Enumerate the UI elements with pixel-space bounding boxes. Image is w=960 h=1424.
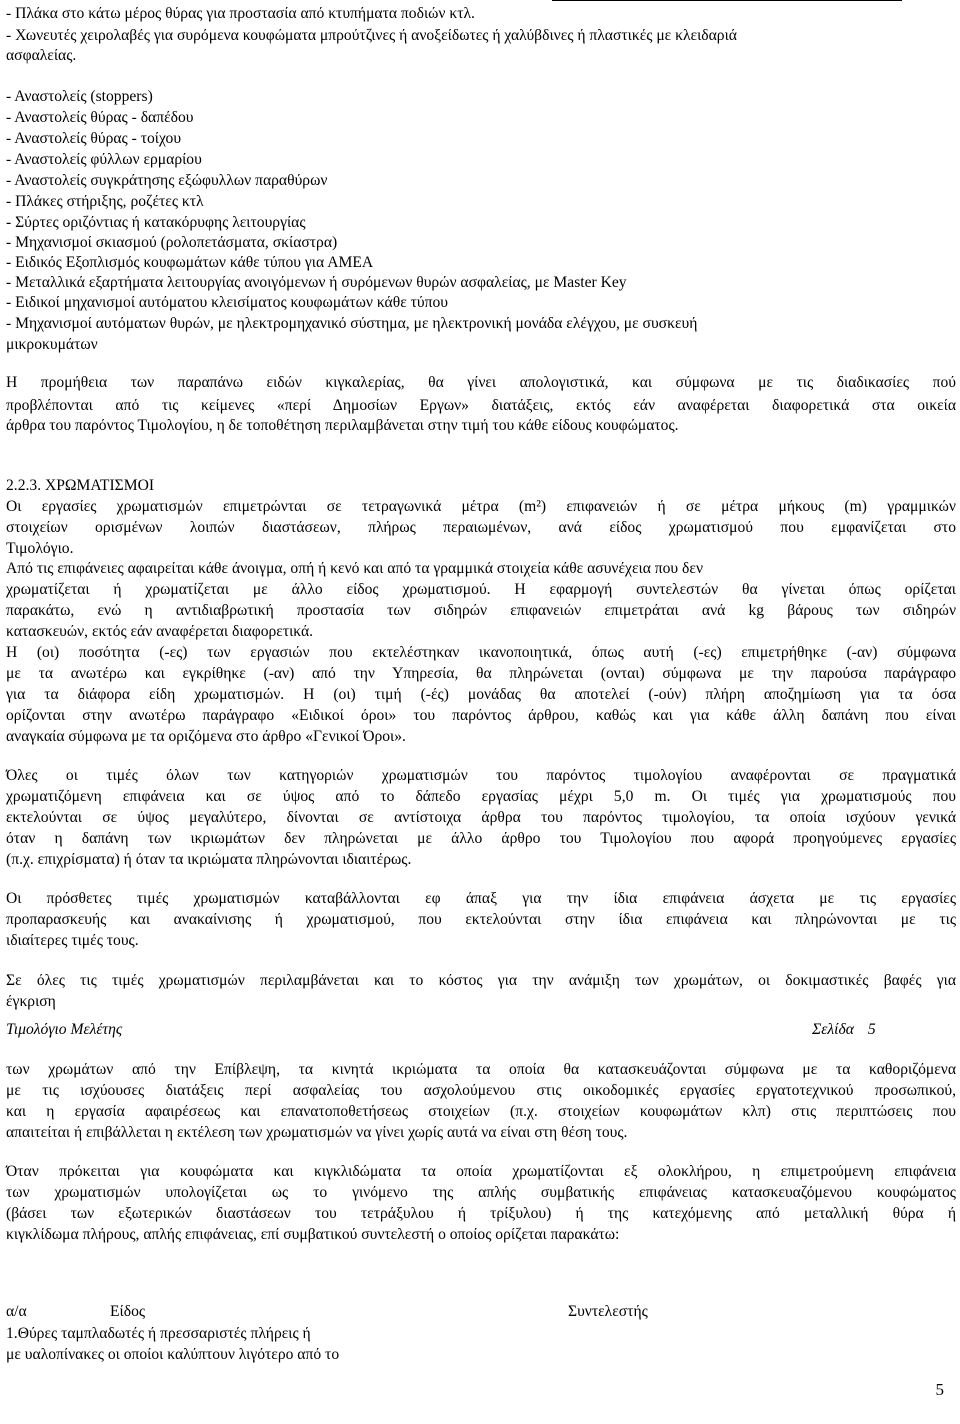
paragraph-line: με τις ισχύουσες διατάξεις περί ασφαλείας του ασχολούμενου στις οικοδομικές εργασίες εργατοτεχνικού προσωπικού, — [6, 1082, 956, 1099]
paragraph-line: ορίζονται στην ανωτέρω παράγραφο «Ειδικοί όροι» του παρόντος άρθρου, καθώς και για κάθε άλλη δαπάνη που είναι — [6, 707, 956, 724]
paragraph-line: κατασκευών, εκτός εάν αναφέρεται διαφορετικά. — [6, 623, 314, 640]
table-row: 1.Θύρες ταμπλαδωτές ή πρεσσαριστές πλήρεις ή — [6, 1325, 311, 1342]
table-header-no: α/α — [6, 1303, 27, 1320]
paragraph-line: στοιχείων ορισμένων λοιπών διαστάσεων, πλήρως περαιωμένων, ανά είδος χρωματισμού που εμφανίζεται στο — [6, 519, 956, 536]
paragraph-line: των χρωματισμών υπολογίζεται ως το γινόμενο της απλής συμβατικής επιφάνειας κατασκευαζόμενου κουφώματος — [6, 1184, 956, 1201]
table-header-type: Είδος — [110, 1303, 146, 1320]
list-item: - Μηχανισμοί αυτόματων θυρών, με ηλεκτρομηχανικό σύστημα, με ηλεκτρονική μονάδα ελέγχου, με συσκευή — [6, 315, 698, 332]
paragraph-line: ιδιαίτερες τιμές τους. — [6, 932, 139, 949]
paragraph-line: Οι εργασίες χρωματισμών επιμετρώνται σε τετραγωνικά μέτρα (m²) επιφανειών ή σε μέτρα μήκους (m) γραμμικών — [6, 498, 956, 515]
list-item: μικροκυμάτων — [6, 336, 98, 353]
paragraph-line: προπαρασκευής και ανακαίνισης ή χρωματισμού, που εκτελούνται στην ίδια επιφάνεια και πληρώνονται με τις — [6, 911, 956, 928]
paragraph-line: άρθρα του παρόντος Τιμολογίου, η δε τοποθέτηση περιλαμβάνεται στην τιμή του κάθε είδους κουφώματος. — [6, 417, 679, 434]
paragraph-line: (βάσει των εξωτερικών διαστάσεων του τετράξυλου ή τρίξυλου) ή της κατεχόμενης από μεταλλική θύρα ή — [6, 1205, 956, 1222]
paragraph-line: χρωματίζεται ή χρωματίζεται με άλλο είδος χρωματισμού. Η εφαρμογή συντελεστών θα γίνεται όπως ορίζεται — [6, 581, 956, 598]
list-item: - Αναστολείς θύρας - δαπέδου — [6, 109, 194, 126]
header-rule — [552, 0, 902, 1]
paragraph-line: Οι πρόσθετες τιμές χρωματισμών καταβάλλονται εφ άπαξ για την ίδια επιφάνεια άσχετα με τις εργασίες — [6, 890, 956, 907]
list-item: - Μηχανισμοί σκιασμού (ρολοπετάσματα, σκίαστρα) — [6, 234, 338, 251]
list-item: - Ειδικός Εξοπλισμός κουφωμάτων κάθε τύπου για ΑΜΕΑ — [6, 254, 374, 271]
table-row: με υαλοπίνακες οι οποίοι καλύπτουν λιγότερο από το — [6, 1346, 340, 1363]
paragraph-line: αναγκαία σύμφωνα με τα οριζόμενα στο άρθρο «Γενικοί Όροι». — [6, 728, 406, 745]
list-item: - Αναστολείς συγκράτησης εξώφυλλων παραθύρων — [6, 172, 328, 189]
paragraph-line: παρακάτω, ενώ η αντιδιαβρωτική προστασία των σιδηρών επιφανειών επιμετράται ανά kg βάρους των σιδηρών — [6, 602, 956, 619]
paragraph-line: εκτελούνται σε ύψος μεγαλύτερο, δίνονται σε αντίστοιχα άρθρα του παρόντος τιμολογίου, τα οποία ισχύουν γενικά — [6, 809, 956, 826]
list-item: - Ειδικοί μηχανισμοί αυτόματου κλεισίματος κουφωμάτων κάθε τύπου — [6, 294, 449, 311]
list-item: - Χωνευτές χειρολαβές για συρόμενα κουφώματα μπρούτζινες ή ανοξείδωτες ή χαλύβδινες ή πλαστικές με κλειδαριά — [6, 27, 737, 44]
paragraph-line: κιγκλίδωμα πλήρους, απλής επιφάνειας, επί συμβατικού συντελεστή ο οποίος ορίζεται παρακάτω: — [6, 1226, 620, 1243]
paragraph-line: απαιτείται ή επιβάλλεται η εκτέλεση των χρωματισμών να γίνει χωρίς αυτά να είναι στη θέση τους. — [6, 1124, 628, 1141]
paragraph-line: Η προμήθεια των παραπάνω ειδών κιγκαλερίας, θα γίνει απολογιστικά, και σύμφωνα με τις διαδικασίες πού — [6, 374, 956, 391]
paragraph-line: Σε όλες τις τιμές χρωματισμών περιλαμβάνεται και το κόστος για την ανάμιξη των χρωμάτων, οι δοκιμαστικές βαφές για — [6, 972, 956, 989]
paragraph-line: Όλες οι τιμές όλων των κατηγοριών χρωματισμών του παρόντος τιμολογίου αναφέρονται σε πραγματικά — [6, 767, 956, 784]
list-item: - Πλάκα στο κάτω μέρος θύρας για προστασία από κτυπήματα ποδιών κτλ. — [6, 5, 475, 22]
paragraph-line: προβλέπονται από τις κείμενες «περί Δημοσίων Εργων» διατάξεις, εκτός εάν αναφέρεται διαφορετικά στα οικεία — [6, 397, 956, 414]
table-header-coef: Συντελεστής — [568, 1303, 648, 1320]
paragraph-line: με τα ανωτέρω και εγκρίθηκε (-αν) από την Υπηρεσία, θα πληρώνεται (ονται) σύμφωνα με την παρούσα παράγραφο — [6, 665, 956, 682]
paragraph-line: Όταν πρόκειται για κουφώματα και κιγκλιδώματα τα οποία χρωματίζονται εξ ολοκλήρου, η επιμετρούμενη επιφάνεια — [6, 1163, 956, 1180]
list-item: ασφαλείας. — [6, 47, 77, 64]
paragraph-line: χρωματιζόμενη επιφάνεια και σε ύψος από το δάπεδο εργασίας μέχρι 5,0 m. Οι τιμές για χρωματισμούς που — [6, 788, 956, 805]
list-item: - Αναστολείς θύρας - τοίχου — [6, 130, 182, 147]
paragraph-line: Τιμολόγιο. — [6, 540, 74, 557]
list-item: - Αναστολείς (stoppers) — [6, 88, 153, 105]
list-item: - Πλάκες στήριξης, ροζέτες κτλ — [6, 193, 204, 210]
paragraph-line: Από τις επιφάνειες αφαιρείται κάθε άνοιγμα, οπή ή κενό και από τα γραμμικά στοιχεία κάθε ασυνέχεια που δεν — [6, 560, 703, 577]
list-item: - Μεταλλικά εξαρτήματα λειτουργίας ανοιγόμενων ή συρόμενων θυρών ασφαλείας, με Master Key — [6, 274, 627, 291]
footer-page-label: Σελίδα 5 — [812, 1021, 876, 1038]
list-item: - Σύρτες οριζόντιας ή κατακόρυφης λειτουργίας — [6, 214, 306, 231]
paragraph-line: έγκριση — [6, 993, 56, 1010]
section-heading: 2.2.3. ΧΡΩΜΑΤΙΣΜΟΙ — [6, 477, 155, 494]
paragraph-line: των χρωμάτων από την Επίβλεψη, τα κινητά ικριώματα τα οποία θα κατασκευάζονται σύμφωνα με τα καθοριζόμενα — [6, 1061, 956, 1078]
paragraph-line: όταν η δαπάνη των ικριωμάτων δεν πληρώνεται με άλλο άρθρο του Τιμολογίου που αφορά προηγούμενες εργασίες — [6, 830, 956, 847]
page-number: 5 — [935, 1380, 944, 1399]
paragraph-line: και η εργασία αφαιρέσεως και επανατοποθετήσεως στοιχείων (π.χ. στοιχείων κουφωμάτων κλπ) στις περιπτώσεις που — [6, 1103, 956, 1120]
paragraph-line: (π.χ. επιχρίσματα) ή όταν τα ικριώματα πληρώνονται ιδιαιτέρως. — [6, 851, 412, 868]
footer-title: Τιμολόγιο Μελέτης — [6, 1021, 123, 1038]
paragraph-line: Η (οι) ποσότητα (-ες) των εργασιών που εκτελέστηκαν ικανοποιητικά, όπως αυτή (-ες) επιμετρήθηκε (-αν) σύμφωνα — [6, 644, 956, 661]
list-item: - Αναστολείς φύλλων ερμαρίου — [6, 151, 202, 168]
paragraph-line: για τα διάφορα είδη χρωματισμών. Η (οι) τιμή (-ές) μονάδας θα αποτελεί (-ούν) πλήρη αποζημίωση για τα όσα — [6, 686, 956, 703]
